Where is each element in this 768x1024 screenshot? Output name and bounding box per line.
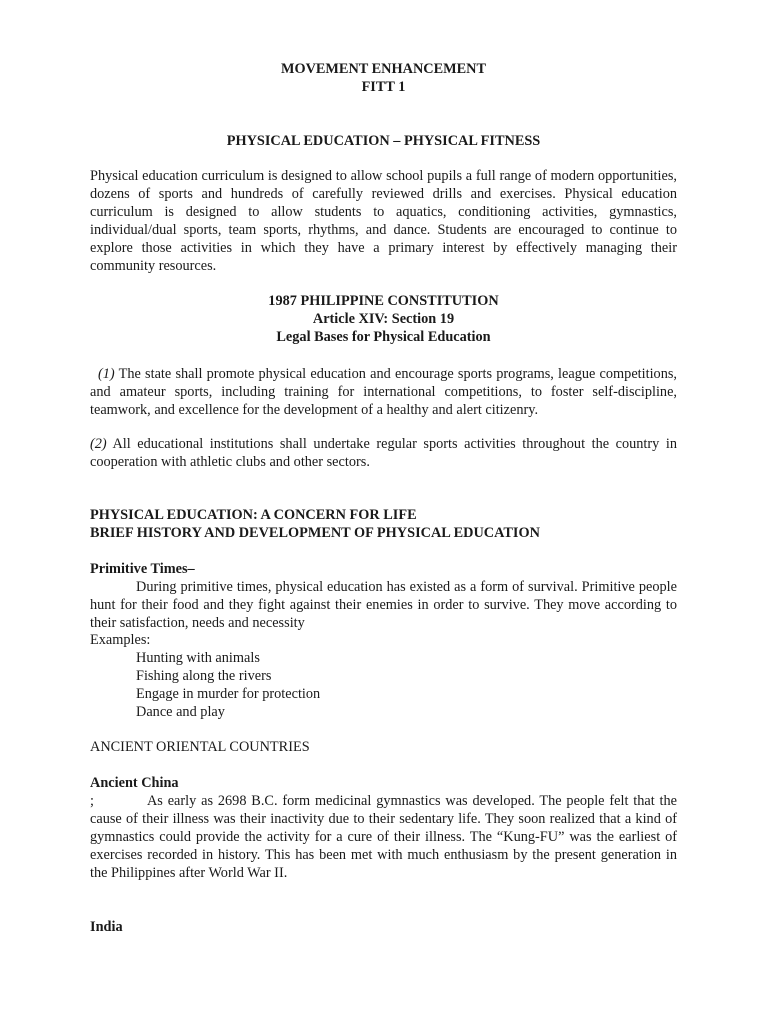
oriental-heading: ANCIENT ORIENTAL COUNTRIES (90, 739, 310, 755)
examples-label: Examples: (90, 632, 151, 648)
primitive-paragraph (90, 578, 677, 632)
constitution-clause-2 (90, 435, 677, 471)
document-title: MOVEMENT ENHANCEMENT (280, 61, 487, 77)
example-item: Hunting with animals (136, 650, 260, 666)
concern-heading: PHYSICAL EDUCATION: A CONCERN FOR LIFE (90, 507, 417, 523)
china-paragraph (90, 792, 677, 882)
india-heading: India (90, 919, 123, 935)
constitution-article: Article XIV: Section 19 (312, 311, 455, 327)
clause-1-number: (1) (98, 366, 115, 382)
china-text: As early as 2698 B.C. form medicinal gymnastics was developed. The people felt that the cause of their illness was their inactivity due to their sedentary life. They soon realized that a kind of gymnastics could provide the activity for a cure of their illness. The “Kung-FU” was the earliest of exercises recorded in history. This has been met with much enthusiasm by the present generation in the Philippines after World War II. (90, 793, 677, 881)
constitution-subtitle: Legal Bases for Physical Education (276, 329, 491, 345)
china-heading: Ancient China (90, 775, 179, 791)
example-item: Fishing along the rivers (136, 668, 272, 684)
history-heading: BRIEF HISTORY AND DEVELOPMENT OF PHYSICAL EDUCATION (90, 525, 540, 541)
clause-1-text: The state shall promote physical education and encourage sports programs, league competitions, and amateur sports, including training for international competitions, to foster self-discipline, teamwork, and excellence for the development of a healthy and alert citizenry. (90, 366, 677, 418)
clause-2-number: (2) (90, 436, 107, 452)
primitive-heading: Primitive Times– (90, 561, 195, 577)
intro-paragraph: Physical education curriculum is designed to allow school pupils a full range of modern opportunities, dozens of sports and hundreds of carefully reviewed drills and exercises. Physical education curriculum is designed to allow students to aquatics, conditioning activities, gymnastics, individual/dual sports, team sports, rhythms, and dance. Students are encouraged to continue to explore those activities in which they have a primary interest by effectively managing their community resources. (90, 168, 677, 274)
constitution-clause-1 (90, 365, 677, 419)
constitution-title: 1987 PHILIPPINE CONSTITUTION (268, 293, 499, 309)
clause-2-text: All educational institutions shall undertake regular sports activities throughout the country in cooperation with athletic clubs and other sectors. (90, 436, 677, 470)
primitive-text: During primitive times, physical education has existed as a form of survival. Primitive people hunt for their food and they fight against their enemies in order to survive. They move according to their satisfaction, needs and necessity (90, 579, 677, 631)
section-title: PHYSICAL EDUCATION – PHYSICAL FITNESS (226, 133, 541, 149)
example-item: Dance and play (136, 704, 225, 720)
document-subtitle: FITT 1 (361, 79, 406, 95)
china-lead-mark: ; (90, 793, 94, 809)
example-item: Engage in murder for protection (136, 686, 321, 702)
